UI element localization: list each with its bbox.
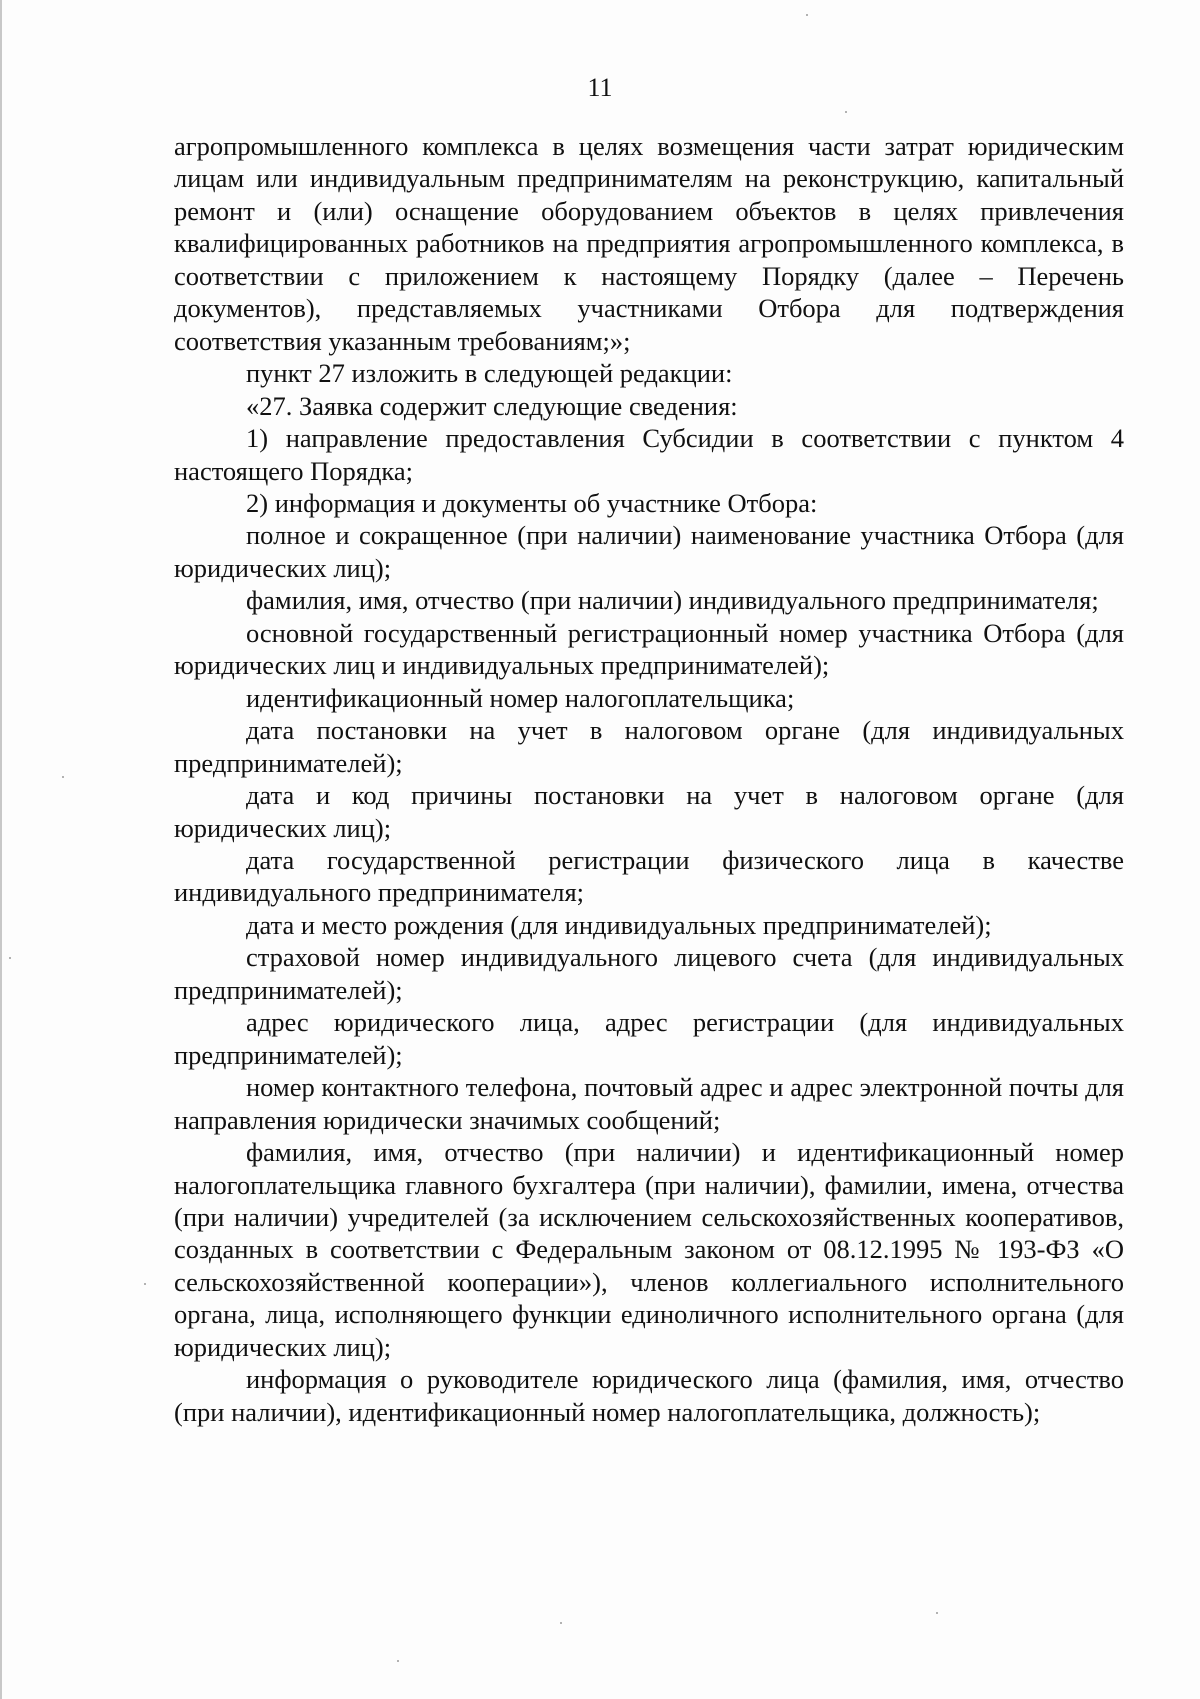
paragraph-6: фамилия, имя, отчество (при наличии) индивидуального предпринимателя; (246, 585, 1099, 616)
scan-speck (806, 14, 808, 16)
scan-speck (144, 1283, 146, 1285)
paragraph-3: 1) направление предоставления Субсидии в соответствии с пунктом 4 настоящего Порядка; (174, 423, 1124, 486)
scan-speck (397, 1660, 399, 1662)
paragraph-2: «27. Заявка содержит следующие сведения: (246, 390, 738, 421)
scan-speck (936, 1612, 938, 1614)
paragraph-16: фамилия, имя, отчество (при наличии) и идентификационный номер налогоплательщика главного бухгалтера (при наличии), фамилии, имена, отчества (при наличии) учредителей (за исключением сельскохозяйственных кооперативов, созданных в соответствии с Федеральным законом от 08.12.1995 № 193-ФЗ «О сельскохозяйственной кооперации»), членов коллегиального исполнительного органа, лица, исполняющего функции единоличного исполнительного органа (для юридических лиц); (174, 1137, 1124, 1362)
scan-speck (62, 776, 64, 778)
paragraph-9: дата постановки на учет в налоговом органе (для индивидуальных предпринимателей); (174, 715, 1124, 778)
paragraph-12: дата и место рождения (для индивидуальных предпринимателей); (246, 909, 992, 940)
paragraph-4: 2) информация и документы об участнике Отбора: (246, 487, 818, 518)
paragraph-14: адрес юридического лица, адрес регистрации (для индивидуальных предпринимателей); (174, 1007, 1124, 1070)
paragraph-5: полное и сокращенное (при наличии) наименование участника Отбора (для юридических лиц); (174, 520, 1124, 583)
scan-edge (0, 0, 2, 1699)
page-number: 11 (587, 73, 613, 102)
paragraph-11: дата государственной регистрации физического лица в качестве индивидуального предпринимателя; (174, 844, 1124, 908)
paragraph-10: дата и код причины постановки на учет в налоговом органе (для юридических лиц); (174, 780, 1124, 843)
paragraph-13: страховой номер индивидуального лицевого счета (для индивидуальных предпринимателей); (174, 942, 1124, 1005)
paragraph-15: номер контактного телефона, почтовый адрес и адрес электронной почты для направления юридически значимых сообщений; (174, 1072, 1124, 1135)
paragraph-17: информация о руководителе юридического лица (фамилия, имя, отчество (при наличии), идентификационный номер налогоплательщика, должность); (174, 1364, 1124, 1427)
scan-speck (845, 111, 847, 113)
paragraph-8: идентификационный номер налогоплательщика; (246, 682, 795, 713)
scan-speck (560, 1622, 562, 1624)
paragraph-1: пункт 27 изложить в следующей редакции: (246, 358, 733, 389)
document-body (174, 130, 1124, 1428)
paragraph-7: основной государственный регистрационный номер участника Отбора (для юридических лиц и индивидуальных предпринимателей); (174, 617, 1124, 681)
scan-speck (9, 957, 11, 959)
paragraph-0: агропромышленного комплекса в целях возмещения части затрат юридическим лицам или индивидуальным предпринимателям на реконструкцию, капитальный ремонт и (или) оснащение оборудованием объектов в целях привлечения квалифицированных работников на предприятия агропромышленного комплекса, в соответствии с приложением к настоящему Порядку (далее – Перечень документов), представляемых участниками Отбора для подтверждения соответствия указанным требованиям;»; (174, 131, 1124, 356)
